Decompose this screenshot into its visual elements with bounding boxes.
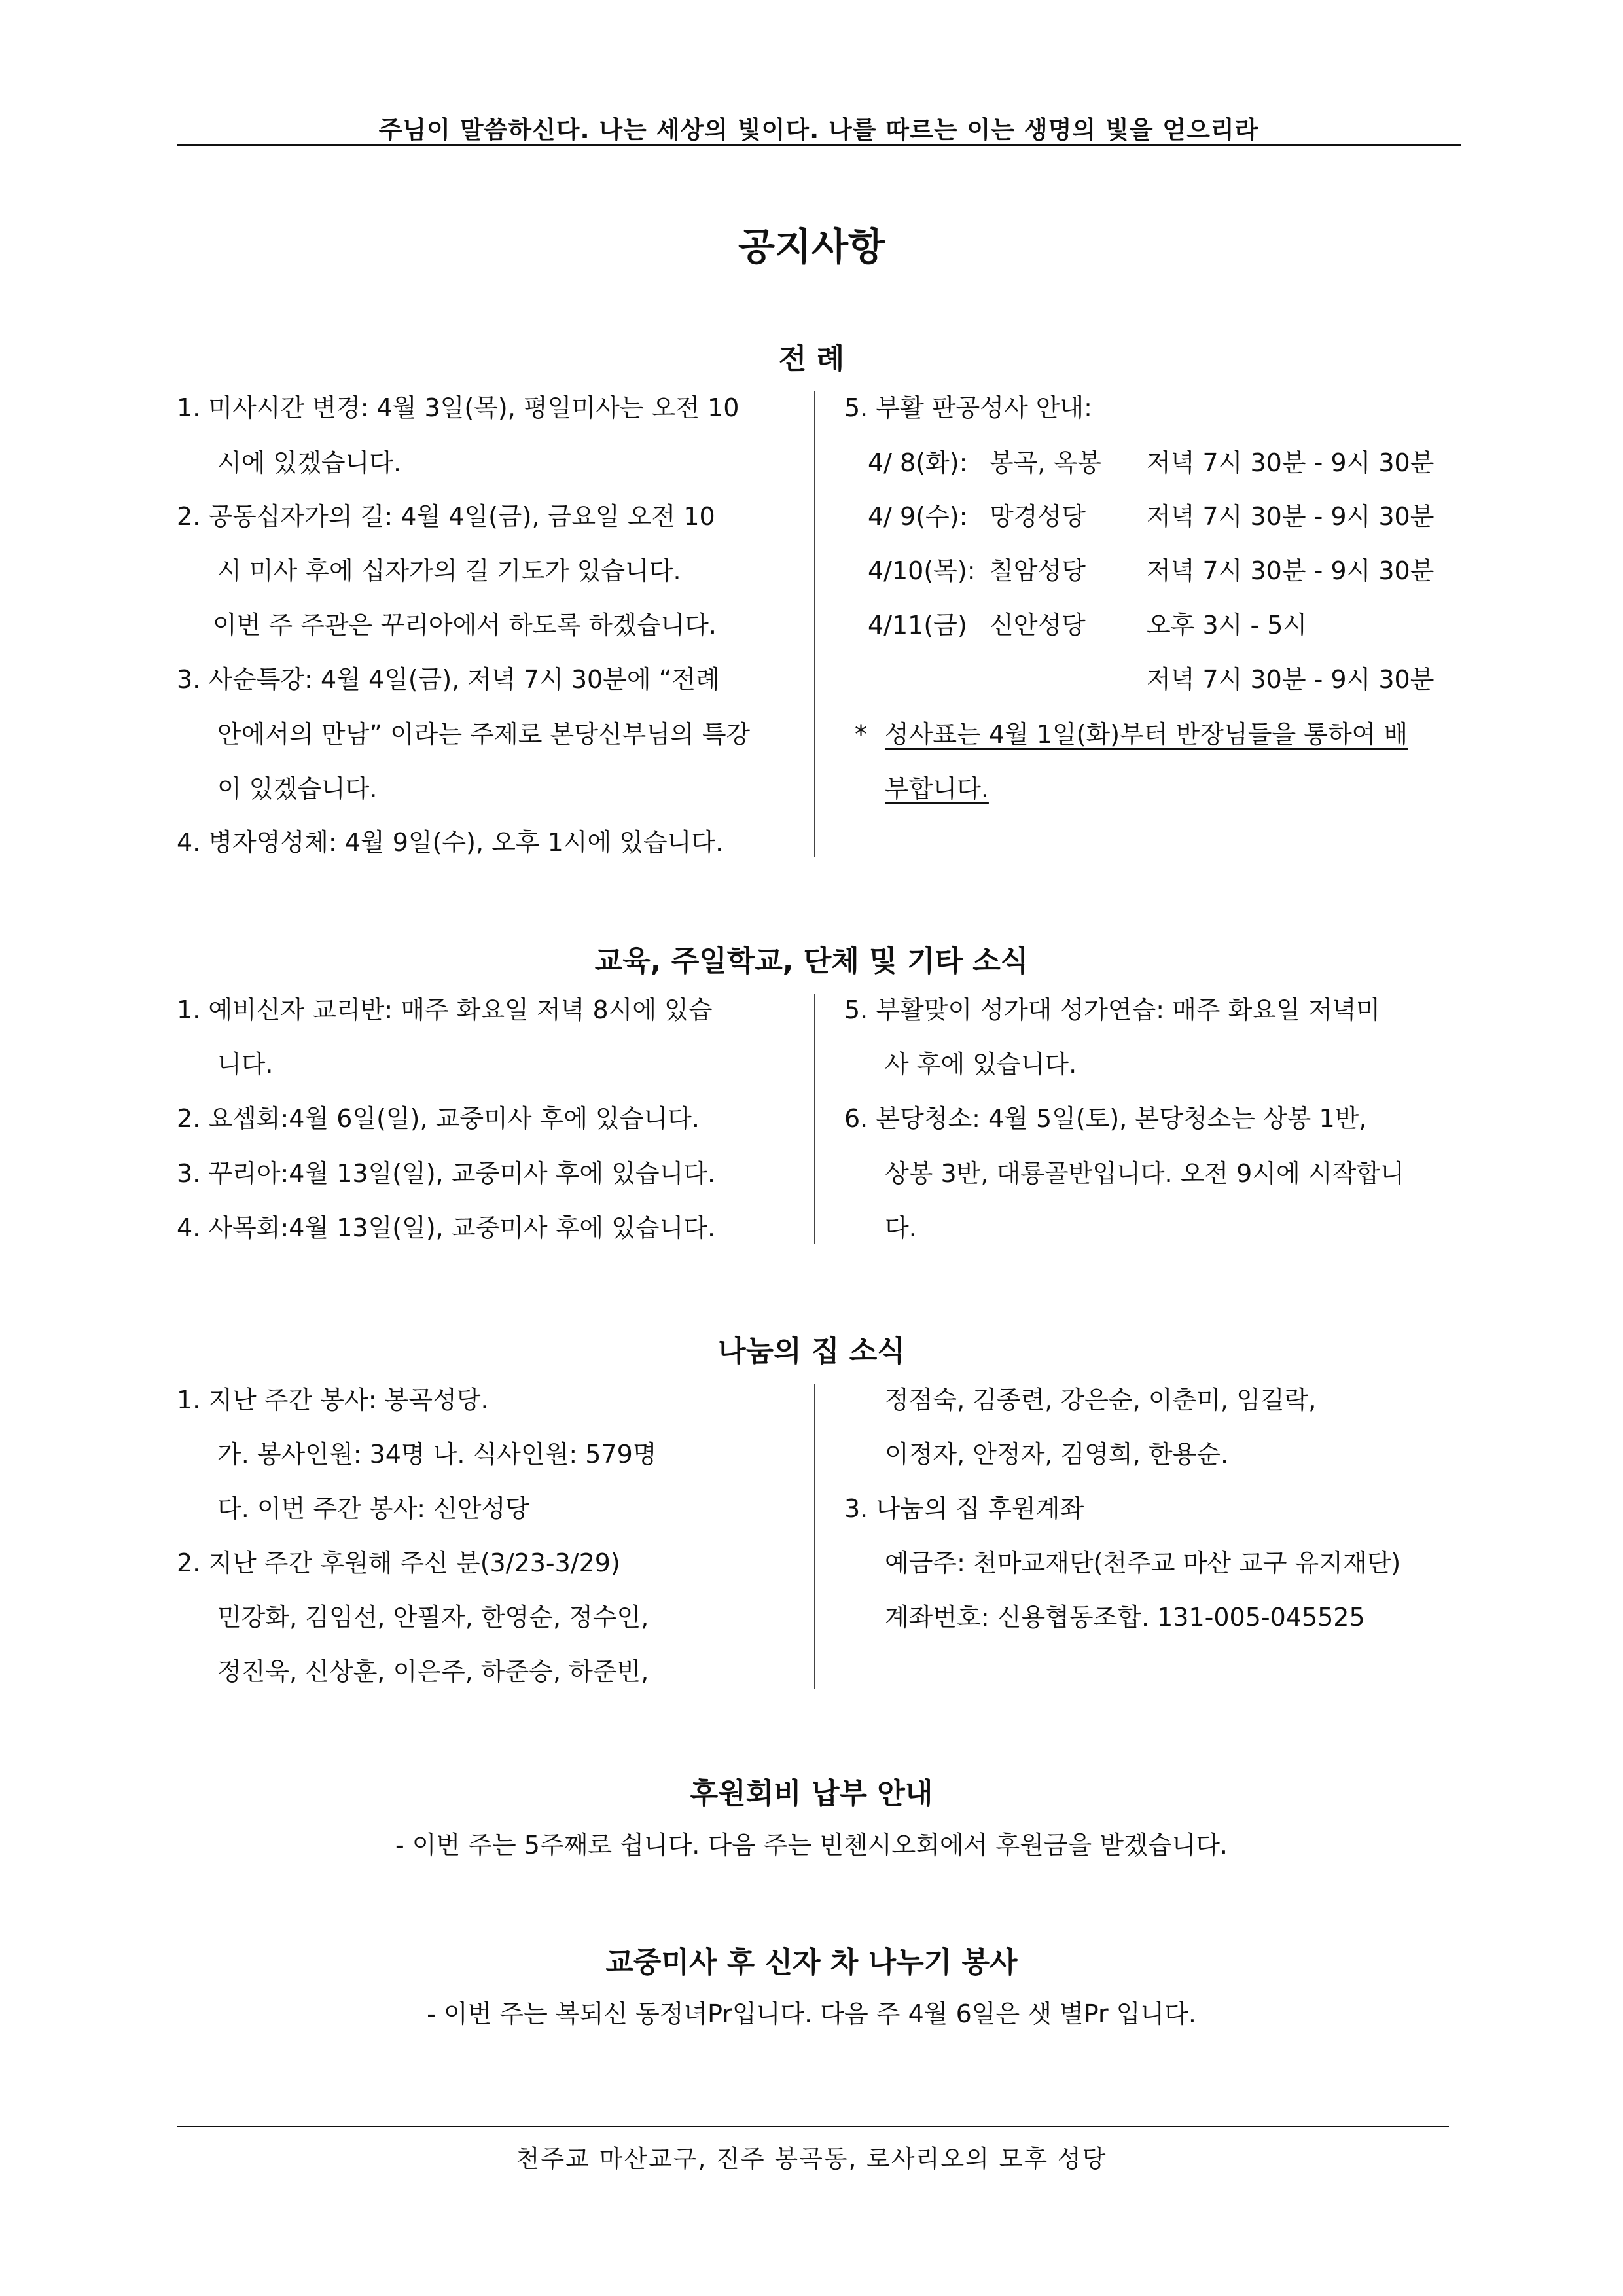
schedule-time: 저녁 7시 30분 - 9시 30분 [1147,448,1435,477]
education-line: 3. 꾸리아:4월 13일(일), 교중미사 후에 있습니다. [177,1159,716,1188]
liturgy-line: 안에서의 만남” 이라는 주제로 본당신부님의 특강 [217,720,751,749]
schedule-date: 4/11(금) [868,611,967,639]
sharing-line: 가. 봉사인원: 34명 나. 식사인원: 579명 [217,1440,657,1469]
schedule-time: 저녁 7시 30분 - 9시 30분 [1147,502,1435,531]
liturgy-line: 시 미사 후에 십자가의 길 기도가 있습니다. [217,556,681,585]
section-heading-education: 교육, 주일학교, 단체 및 기타 소식 [594,944,1029,978]
education-line: 2. 요셉회:4월 6일(일), 교중미사 후에 있습니다. [177,1104,700,1133]
liturgy-line: 1. 미사시간 변경: 4월 3일(목), 평일미사는 오전 10 [177,393,740,422]
section-heading-support: 후원회비 납부 안내 [690,1777,933,1810]
tea-text: - 이번 주는 복되신 동정녀Pr입니다. 다음 주 4월 6일은 샛 별Pr 입니다. [427,2000,1196,2028]
schedule-date: 4/ 8(화): [868,448,968,477]
footer-text: 천주교 마산교구, 진주 봉곡동, 로사리오의 모후 성당 [516,2145,1107,2173]
schedule-time: 오후 3시 - 5시 [1147,611,1308,639]
header-motto: 주님이 말씀하신다. 나는 세상의 빛이다. 나를 따르는 이는 생명의 빛을 얻으리라 [378,116,1259,144]
schedule-place: 신안성당 [990,611,1086,639]
sharing-line: 다. 이번 주간 봉사: 신안성당 [217,1494,529,1523]
liturgy-line: 이 있겠습니다. [217,774,378,803]
section-heading-tea: 교중미사 후 신자 차 나누기 봉사 [605,1946,1018,1979]
education-line: 5. 부활맞이 성가대 성가연습: 매주 화요일 저녁미 [844,996,1380,1024]
sharing-line: 정진욱, 신상훈, 이은주, 하준승, 하준빈, [217,1657,649,1686]
education-line: 1. 예비신자 교리반: 매주 화요일 저녁 8시에 있습 [177,996,713,1024]
sharing-line: 예금주: 천마교재단(천주교 마산 교구 유지재단) [885,1549,1401,1577]
column-divider [814,1384,815,1689]
sharing-line: 2. 지난 주간 후원해 주신 분(3/23-3/29) [177,1549,620,1577]
sharing-line: 3. 나눔의 집 후원계좌 [844,1494,1084,1523]
footer-rule [177,2126,1449,2127]
column-divider [814,391,815,857]
sharing-line: 1. 지난 주간 봉사: 봉곡성당. [177,1386,489,1414]
liturgy-line: 이번 주 주관은 꾸리아에서 하도록 하겠습니다. [213,611,717,639]
education-line: 6. 본당청소: 4월 5일(토), 본당청소는 상봉 1반, [844,1104,1367,1133]
note-mark: * [855,720,867,749]
schedule-time: 저녁 7시 30분 - 9시 30분 [1147,556,1435,585]
liturgy-line: 2. 공동십자가의 길: 4월 4일(금), 금요일 오전 10 [177,502,715,531]
education-line: 상봉 3반, 대룡골반입니다. 오전 9시에 시작합니 [885,1159,1404,1188]
education-line: 4. 사목회:4월 13일(일), 교중미사 후에 있습니다. [177,1213,716,1242]
schedule-place: 망경성당 [990,502,1086,531]
schedule-time: 저녁 7시 30분 - 9시 30분 [1147,665,1435,694]
schedule-place: 봉곡, 옥봉 [990,448,1101,477]
page-title: 공지사항 [738,224,885,269]
education-line: 니다. [217,1050,274,1079]
column-divider [814,994,815,1244]
education-line: 다. [885,1213,917,1242]
confession-note: 부합니다. [885,774,989,803]
liturgy-line: 4. 병자영성체: 4월 9일(수), 오후 1시에 있습니다. [177,828,724,857]
liturgy-line: 시에 있겠습니다. [217,448,402,477]
schedule-date: 4/10(목): [868,556,976,585]
liturgy-line: 3. 사순특강: 4월 4일(금), 저녁 7시 30분에 “전례 [177,665,720,694]
section-heading-sharing: 나눔의 집 소식 [718,1335,905,1368]
header-rule [177,144,1461,146]
confession-title: 5. 부활 판공성사 안내: [844,393,1092,422]
sharing-line: 계좌번호: 신용협동조합. 131-005-045525 [885,1603,1365,1632]
education-line: 사 후에 있습니다. [885,1050,1077,1079]
schedule-date: 4/ 9(수): [868,502,968,531]
support-text: - 이번 주는 5주째로 쉽니다. 다음 주는 빈첸시오회에서 후원금을 받겠습니다. [395,1831,1228,1859]
confession-note: 성사표는 4월 1일(화)부터 반장님들을 통하여 배 [885,720,1408,749]
section-heading-liturgy: 전 례 [778,342,845,376]
sharing-line: 민강화, 김임선, 안필자, 한영순, 정수인, [217,1603,649,1632]
schedule-place: 칠암성당 [990,556,1086,585]
sharing-line: 이정자, 안정자, 김영희, 한용순. [885,1440,1229,1469]
sharing-line: 정점숙, 김종련, 강은순, 이춘미, 임길락, [885,1386,1317,1414]
